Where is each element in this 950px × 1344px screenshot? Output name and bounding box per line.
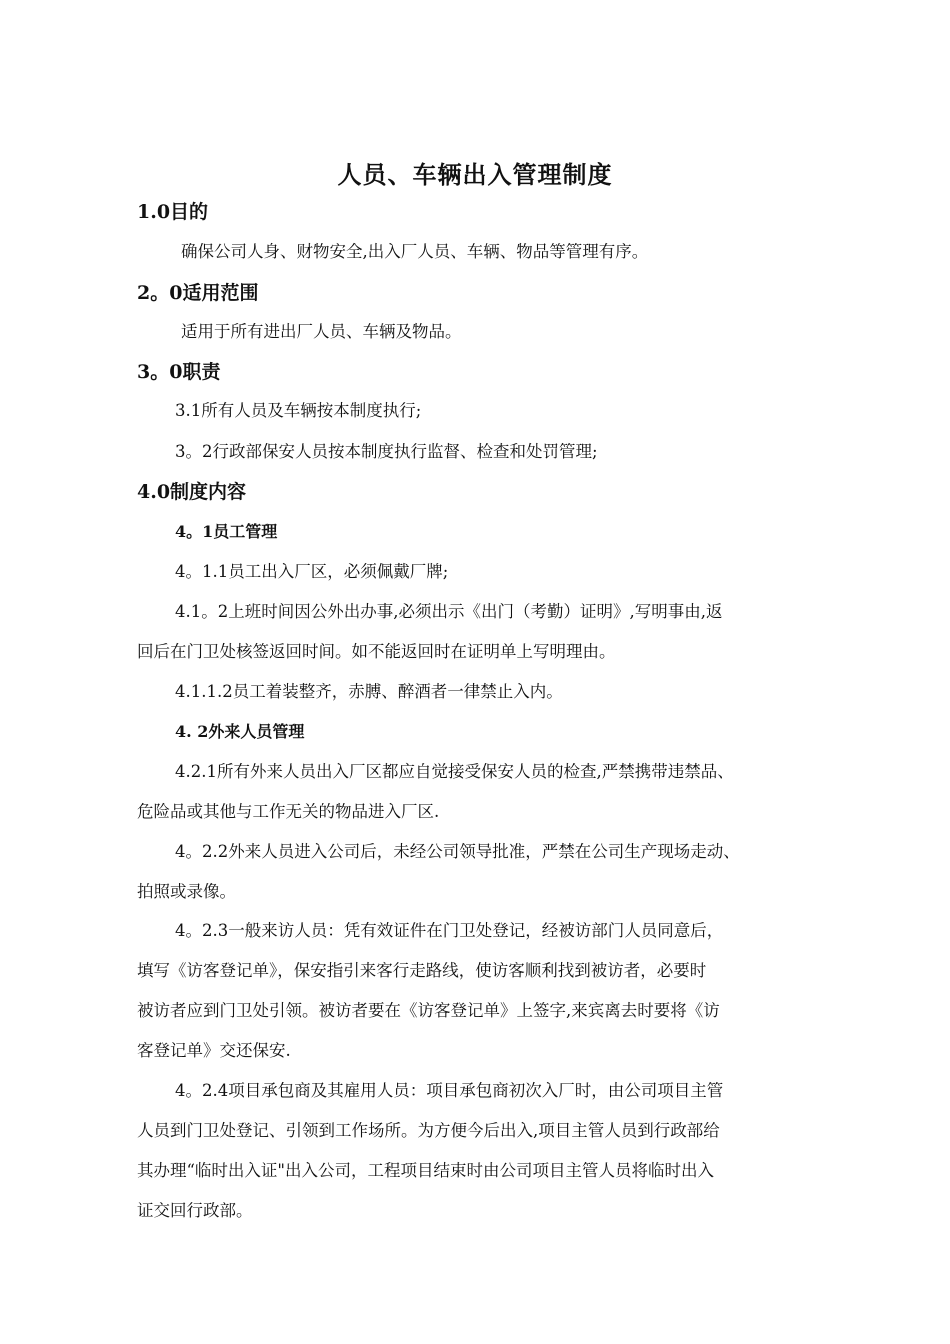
- subsection-heading-staff: 4。1员工管理: [175, 522, 278, 541]
- clause-4-2-4-line-2: 人员到门卫处登记、引领到工作场所。为方便今后出入,项目主管人员到行政部给: [137, 1121, 720, 1140]
- subsection-heading-visitors: 4. 2外来人员管理: [175, 722, 305, 741]
- clause-4-1-2-line-1: 4.1。2上班时间因公外出办事,必须出示《出门（考勤）证明》,写明事由,返: [175, 602, 723, 621]
- section-text-scope: 适用于所有进出厂人员、车辆及物品。: [181, 322, 462, 341]
- document-title: 人员、车辆出入管理制度: [337, 160, 613, 189]
- section-heading-content: 4.0制度内容: [137, 481, 247, 503]
- duties-item-1: 3.1所有人员及车辆按本制度执行;: [175, 401, 422, 420]
- clause-4-2-4-line-1: 4。2.4项目承包商及其雇用人员：项目承包商初次入厂时，由公司项目主管: [175, 1081, 724, 1100]
- clause-4-2-1-line-1: 4.2.1所有外来人员出入厂区都应自觉接受保安人员的检查,严禁携带违禁品、: [175, 762, 734, 781]
- clause-4-1-2-line-2: 回后在门卫处核签返回时间。如不能返回时在证明单上写明理由。: [137, 642, 616, 661]
- clause-4-2-3-line-4: 客登记单》交还保安.: [137, 1041, 291, 1060]
- clause-4-2-3-line-3: 被访者应到门卫处引领。被访者要在《访客登记单》上签字,来宾离去时要将《访: [137, 1001, 720, 1020]
- clause-4-1-1: 4。1.1员工出入厂区，必须佩戴厂牌;: [175, 562, 449, 581]
- clause-4-2-2-line-1: 4。2.2外来人员进入公司后，未经公司领导批准，严禁在公司生产现场走动、: [175, 842, 740, 861]
- clause-4-2-4-line-3: 其办理“临时出入证"出入公司，工程项目结束时由公司项目主管人员将临时出入: [137, 1161, 715, 1180]
- clause-4-2-4-line-4: 证交回行政部。: [137, 1201, 253, 1220]
- section-heading-duties: 3。0职责: [137, 361, 221, 383]
- clause-4-2-1-line-2: 危险品或其他与工作无关的物品进入厂区.: [137, 802, 440, 821]
- clause-4-2-3-line-1: 4。2.3一般来访人员：凭有效证件在门卫处登记，经被访部门人员同意后，: [175, 921, 724, 940]
- clause-4-2-2-line-2: 拍照或录像。: [137, 882, 236, 901]
- duties-item-2: 3。2行政部保安人员按本制度执行监督、检查和处罚管理;: [175, 442, 598, 461]
- section-heading-purpose: 1.0目的: [137, 201, 209, 223]
- section-heading-scope: 2。0适用范围: [137, 282, 259, 304]
- section-text-purpose: 确保公司人身、财物安全,出入厂人员、车辆、物品等管理有序。: [181, 242, 649, 261]
- clause-4-2-3-line-2: 填写《访客登记单》，保安指引来客行走路线，使访客顺利找到被访者，必要时: [137, 961, 707, 980]
- clause-4-1-1-2: 4.1.1.2员工着装整齐，赤膊、醉酒者一律禁止入内。: [175, 682, 563, 701]
